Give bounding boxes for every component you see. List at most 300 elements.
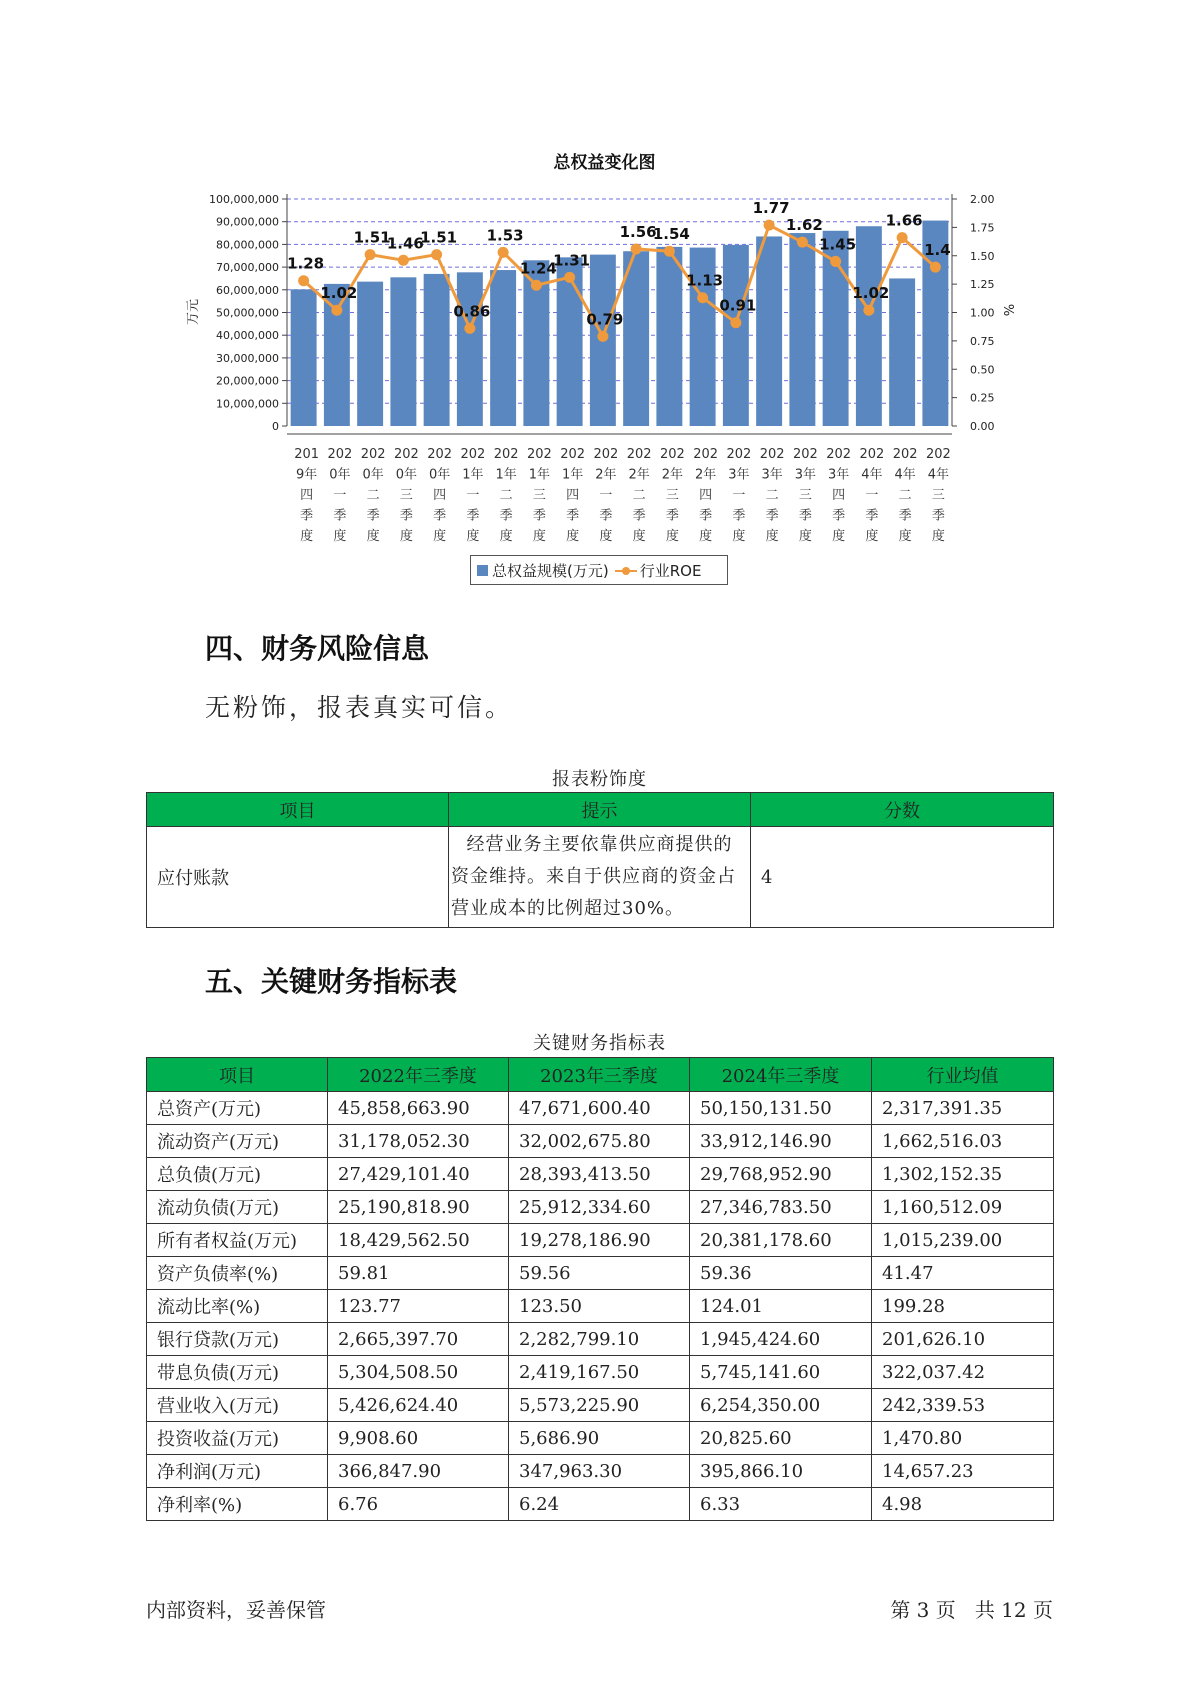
table-cell: 2,282,799.10 (509, 1323, 690, 1356)
x-tick-label-line: 1年 (462, 467, 484, 483)
x-tick-label-line: 202 (360, 447, 386, 462)
x-tick-label-line: 季 (865, 508, 879, 524)
x-tick-label-line: 度 (765, 529, 779, 544)
x-tick-label-line: 4年 (894, 467, 916, 483)
y2-tick-label: 0.25 (970, 391, 995, 405)
x-tick-label-line: 季 (566, 508, 580, 524)
table-cell: 28,393,413.50 (509, 1158, 690, 1191)
table-cell: 123.77 (328, 1290, 509, 1323)
x-tick-label-line: 季 (931, 508, 945, 524)
header-cell: 提示 (449, 793, 751, 827)
x-tick-label-line: 202 (892, 447, 918, 462)
x-tick-label-line: 二 (898, 488, 912, 503)
x-tick-label-line: 度 (300, 529, 314, 544)
x-tick-label-line: 度 (566, 529, 580, 544)
x-tick-label-line: 季 (699, 508, 713, 524)
section4-title: 四、财务风险信息 (205, 632, 430, 665)
x-tick-label-line: 三 (798, 488, 812, 503)
table-cell: 47,671,600.40 (509, 1092, 690, 1125)
roe-point (764, 220, 775, 231)
x-tick-label-line: 0年 (329, 467, 351, 483)
bar (889, 278, 915, 426)
y2-tick-label: 2.00 (970, 193, 995, 206)
header-cell: 项目 (147, 793, 449, 827)
roe-point (564, 272, 575, 283)
x-tick-label-line: 3年 (728, 467, 750, 483)
x-tick-label-line: 4年 (861, 467, 883, 483)
risk-hint-line: 营业成本的比例超过30%。 (451, 898, 685, 919)
x-tick-label-line: 度 (433, 529, 447, 544)
table-cell: 5,745,141.60 (690, 1356, 872, 1389)
x-tick-label-line: 度 (366, 529, 380, 544)
risk-item: 应付账款 (147, 827, 449, 928)
x-tick-label-line: 一 (865, 488, 879, 503)
roe-point (697, 292, 708, 303)
bar (424, 274, 450, 426)
x-tick-label-line: 9年 (295, 467, 318, 483)
kpi-table-header (147, 1058, 1054, 1092)
x-tick-label-line: 度 (399, 529, 413, 544)
table-cell: 6.76 (328, 1488, 509, 1521)
table-cell: 59.36 (690, 1257, 872, 1290)
x-tick-label-line: 度 (699, 529, 713, 544)
table-cell: 29,768,952.90 (690, 1158, 872, 1191)
x-tick-label-line: 四 (832, 488, 846, 503)
section4-text: 无粉饰，报表真实可信。 (205, 693, 514, 722)
bar (357, 282, 383, 426)
table-cell: 201,626.10 (872, 1323, 1054, 1356)
roe-data-label: 1.31 (553, 251, 591, 270)
x-tick-label (494, 447, 519, 544)
risk-table-caption: 报表粉饰度 (552, 769, 647, 790)
header-cell: 行业均值 (872, 1058, 1054, 1092)
bar (756, 236, 782, 426)
roe-data-label: 1.53 (486, 226, 524, 245)
roe-point (464, 323, 475, 334)
x-tick-label-line: 季 (599, 508, 613, 524)
x-tick-label-line: 202 (726, 447, 752, 462)
table-cell: 9,908.60 (328, 1422, 509, 1455)
roe-data-label: 1.24 (519, 259, 557, 278)
x-tick-label-line: 1年 (495, 467, 517, 483)
x-tick-label-line: 度 (532, 529, 546, 544)
x-tick-label-line: 1年 (528, 467, 551, 483)
y-tick-label: 10,000,000 (216, 397, 279, 411)
table-cell: 59.56 (509, 1257, 690, 1290)
x-tick-label (926, 447, 951, 544)
x-tick-label-line: 度 (732, 529, 746, 544)
x-tick-label-line: 度 (499, 529, 513, 544)
risk-hint (449, 827, 751, 928)
x-tick-label-line: 202 (859, 447, 885, 462)
x-tick-label (693, 447, 718, 544)
x-tick-label-line: 202 (826, 447, 852, 462)
roe-point (730, 317, 741, 328)
table-cell: 123.50 (509, 1290, 690, 1323)
footer-page-number: 第 3 页 共 12 页 (890, 1598, 1053, 1622)
table-cell: 395,866.10 (690, 1455, 872, 1488)
table-cell: 5,686.90 (509, 1422, 690, 1455)
x-tick-label (660, 447, 685, 544)
y2-tick-label: 1.50 (970, 249, 995, 263)
x-tick-label-line: 2年 (595, 467, 617, 483)
table-row (147, 1488, 1054, 1521)
y2-tick-label: 1.00 (970, 306, 995, 320)
x-tick-label-line: 202 (526, 447, 552, 462)
x-tick-label-line: 季 (333, 508, 347, 524)
x-tick-label-line: 0年 (395, 467, 418, 483)
row-label: 所有者权益(万元) (147, 1224, 328, 1257)
kpi-table (146, 1057, 1054, 1521)
table-row (147, 1191, 1054, 1224)
x-tick-label-line: 202 (792, 447, 818, 462)
x-tick-label-line: 202 (460, 447, 486, 462)
roe-data-label: 1.62 (785, 216, 823, 235)
table-cell: 2,665,397.70 (328, 1323, 509, 1356)
x-tick-label-line: 三 (399, 488, 413, 503)
x-tick-label-line: 季 (399, 508, 413, 524)
x-tick-label-line: 季 (532, 508, 546, 524)
x-tick-label-line: 202 (393, 447, 419, 462)
y-tick-label: 0 (272, 420, 279, 433)
x-tick-label (627, 447, 652, 544)
x-tick-label (826, 447, 851, 544)
table-row (147, 1389, 1054, 1422)
x-tick-label-line: 季 (765, 508, 779, 524)
y2-tick-label: 0.50 (970, 363, 995, 377)
bar (457, 272, 483, 426)
x-tick-label-line: 度 (665, 529, 679, 544)
row-label: 流动比率(%) (147, 1290, 328, 1323)
legend-bar-swatch (477, 565, 488, 576)
legend-line-label: 行业ROE (639, 561, 702, 580)
table-cell: 4.98 (872, 1488, 1054, 1521)
table-row (147, 1224, 1054, 1257)
x-tick-label-line: 度 (865, 529, 879, 544)
x-tick-label-line: 二 (499, 488, 513, 503)
table-cell: 59.81 (328, 1257, 509, 1290)
risk-hint-line: 经营业务主要依靠供应商提供的 (466, 834, 733, 855)
x-tick-label-line: 202 (925, 447, 951, 462)
x-tick-label (893, 447, 918, 544)
roe-data-label: 0.86 (453, 302, 491, 321)
x-tick-label (859, 447, 884, 544)
x-tick-label-line: 202 (759, 447, 785, 462)
bar (789, 233, 815, 426)
table-cell: 5,426,624.40 (328, 1389, 509, 1422)
roe-point (298, 275, 309, 286)
roe-point (431, 249, 442, 260)
roe-point (531, 280, 542, 291)
table-cell: 1,160,512.09 (872, 1191, 1054, 1224)
roe-data-label: 1.28 (287, 254, 325, 273)
row-label: 净利润(万元) (147, 1455, 328, 1488)
risk-table-header (147, 793, 1054, 827)
x-tick-label-line: 201 (294, 447, 320, 462)
header-cell: 2023年三季度 (509, 1058, 690, 1092)
row-label: 净利率(%) (147, 1488, 328, 1521)
table-row (147, 827, 1054, 928)
x-tick-label-line: 度 (599, 529, 613, 544)
table-row (147, 1158, 1054, 1191)
table-cell: 25,912,334.60 (509, 1191, 690, 1224)
x-tick-label (760, 447, 785, 544)
table-cell: 1,302,152.35 (872, 1158, 1054, 1191)
x-tick-label-line: 202 (427, 447, 453, 462)
y-tick-label: 70,000,000 (216, 261, 279, 275)
x-tick-label-line: 一 (466, 488, 480, 503)
x-tick-label (726, 447, 751, 544)
roe-data-label: 1.02 (852, 284, 890, 303)
bar (723, 245, 749, 426)
x-tick-label-line: 三 (532, 488, 546, 503)
table-cell: 199.28 (872, 1290, 1054, 1323)
roe-data-label: 1.13 (686, 271, 724, 290)
header-cell: 分数 (751, 793, 1054, 827)
y-tick-label: 30,000,000 (216, 351, 279, 365)
y-tick-label: 90,000,000 (216, 215, 279, 229)
row-label: 总资产(万元) (147, 1092, 328, 1125)
table-cell: 5,573,225.90 (509, 1389, 690, 1422)
roe-point (597, 331, 608, 342)
y-tick-label: 50,000,000 (216, 306, 279, 320)
roe-point (930, 262, 941, 273)
x-tick-label-line: 季 (433, 508, 447, 524)
x-tick-label (394, 447, 419, 544)
x-tick-label-line: 度 (466, 529, 480, 544)
y-tick-label: 100,000,000 (209, 193, 279, 206)
x-tick-label-line: 一 (599, 488, 613, 503)
row-label: 流动负债(万元) (147, 1191, 328, 1224)
x-tick-label-line: 季 (632, 508, 646, 524)
x-tick-label-line: 0年 (362, 467, 384, 483)
table-cell: 347,963.30 (509, 1455, 690, 1488)
x-tick-label-line: 3年 (827, 467, 850, 483)
x-tick-label-line: 202 (327, 447, 353, 462)
roe-data-label: 1.51 (420, 228, 458, 247)
x-tick-label-line: 度 (798, 529, 812, 544)
table-row (147, 1257, 1054, 1290)
x-tick-label-line: 四 (433, 488, 447, 503)
y-tick-label: 40,000,000 (216, 329, 279, 343)
equity-chart (0, 0, 1191, 600)
row-label: 银行贷款(万元) (147, 1323, 328, 1356)
x-tick-label-line: 二 (765, 488, 779, 503)
chart-legend (470, 555, 728, 585)
roe-point (897, 232, 908, 243)
roe-data-label: 1.02 (320, 284, 358, 303)
row-label: 营业收入(万元) (147, 1389, 328, 1422)
table-cell: 2,317,391.35 (872, 1092, 1054, 1125)
roe-point (664, 246, 675, 257)
y-tick-label: 60,000,000 (216, 283, 279, 297)
table-cell: 2,419,167.50 (509, 1356, 690, 1389)
y-tick-label: 80,000,000 (216, 238, 279, 252)
header-cell: 2024年三季度 (690, 1058, 872, 1092)
x-tick-label-line: 三 (665, 488, 679, 503)
x-tick-label-line: 202 (560, 447, 586, 462)
header-cell: 项目 (147, 1058, 328, 1092)
x-tick-label-line: 季 (466, 508, 480, 524)
risk-hint-line: 资金维持。来自于供应商的资金占 (451, 866, 736, 887)
x-tick-label-line: 季 (499, 508, 513, 524)
x-tick-label (527, 447, 552, 544)
y2-axis-label: % (1000, 303, 1015, 317)
table-cell: 1,470.80 (872, 1422, 1054, 1455)
bar (856, 226, 882, 426)
x-tick-label (793, 447, 818, 544)
y2-tick-label: 1.25 (970, 278, 995, 292)
table-cell: 27,346,783.50 (690, 1191, 872, 1224)
table-cell: 18,429,562.50 (328, 1224, 509, 1257)
roe-data-label: 1.77 (752, 199, 790, 218)
x-tick-label-line: 1年 (561, 467, 584, 483)
y2-tick-label: 0.75 (970, 334, 995, 348)
table-cell: 6.33 (690, 1488, 872, 1521)
x-tick-label (327, 447, 352, 544)
roe-point (365, 249, 376, 260)
table-row (147, 1422, 1054, 1455)
x-tick-label-line: 2年 (694, 467, 717, 483)
roe-point (498, 247, 509, 258)
kpi-table-caption: 关键财务指标表 (533, 1033, 666, 1054)
x-tick-label-line: 202 (626, 447, 652, 462)
roe-data-label: 0.91 (719, 296, 757, 315)
legend-line-swatch (615, 565, 637, 576)
x-tick-label-line: 3年 (794, 467, 817, 483)
table-cell: 1,662,516.03 (872, 1125, 1054, 1158)
roe-data-label: 1.51 (353, 228, 391, 247)
x-tick-label-line: 一 (333, 488, 347, 503)
x-tick-label (294, 447, 319, 544)
x-tick-label-line: 度 (832, 529, 846, 544)
roe-data-label: 1.4 (924, 241, 951, 260)
x-tick-label (460, 447, 485, 544)
table-cell: 124.01 (690, 1290, 872, 1323)
roe-data-label: 1.54 (652, 225, 690, 244)
table-cell: 242,339.53 (872, 1389, 1054, 1422)
x-tick-label-line: 3年 (761, 467, 783, 483)
section5-title: 五、关键财务指标表 (205, 965, 458, 998)
x-tick-label-line: 三 (931, 488, 945, 503)
x-tick-label-line: 度 (632, 529, 646, 544)
table-cell: 19,278,186.90 (509, 1224, 690, 1257)
bar (490, 270, 516, 426)
table-cell: 32,002,675.80 (509, 1125, 690, 1158)
table-cell: 45,858,663.90 (328, 1092, 509, 1125)
header-cell: 2022年三季度 (328, 1058, 509, 1092)
roe-point (830, 256, 841, 267)
x-tick-label-line: 202 (593, 447, 619, 462)
roe-point (631, 243, 642, 254)
chart-title: 总权益变化图 (553, 153, 656, 173)
x-tick-label-line: 季 (898, 508, 912, 524)
table-cell: 14,657.23 (872, 1455, 1054, 1488)
bar (623, 251, 649, 426)
roe-data-label: 1.46 (386, 234, 424, 253)
table-cell: 33,912,146.90 (690, 1125, 872, 1158)
table-cell: 6,254,350.00 (690, 1389, 872, 1422)
x-tick-label (361, 447, 386, 544)
x-tick-label-line: 季 (732, 508, 746, 524)
x-tick-label-line: 度 (931, 529, 945, 544)
table-cell: 31,178,052.30 (328, 1125, 509, 1158)
roe-data-label: 1.66 (885, 211, 923, 230)
row-label: 投资收益(万元) (147, 1422, 328, 1455)
table-cell: 366,847.90 (328, 1455, 509, 1488)
risk-score: 4 (751, 827, 1054, 928)
table-cell: 27,429,101.40 (328, 1158, 509, 1191)
table-row (147, 1092, 1054, 1125)
roe-point (398, 255, 409, 266)
bar (291, 289, 317, 426)
row-label: 总负债(万元) (147, 1158, 328, 1191)
x-tick-label-line: 度 (333, 529, 347, 544)
roe-data-label: 1.45 (819, 235, 857, 254)
y-tick-label: 20,000,000 (216, 374, 279, 388)
table-cell: 25,190,818.90 (328, 1191, 509, 1224)
x-tick-label-line: 四 (300, 488, 314, 503)
table-cell: 1,015,239.00 (872, 1224, 1054, 1257)
table-cell: 20,825.60 (690, 1422, 872, 1455)
x-tick-label-line: 0年 (428, 467, 451, 483)
x-tick-label-line: 202 (493, 447, 519, 462)
table-cell: 6.24 (509, 1488, 690, 1521)
roe-point (797, 237, 808, 248)
row-label: 资产负债率(%) (147, 1257, 328, 1290)
x-tick-label-line: 度 (898, 529, 912, 544)
bar (390, 277, 416, 426)
roe-data-label: 0.79 (586, 310, 624, 329)
x-tick-label-line: 二 (632, 488, 646, 503)
y-axis-label: 万元 (186, 298, 201, 326)
x-tick-label-line: 季 (665, 508, 679, 524)
row-label: 流动资产(万元) (147, 1125, 328, 1158)
x-tick-label-line: 2年 (628, 467, 650, 483)
x-tick-label-line: 202 (659, 447, 685, 462)
table-cell: 20,381,178.60 (690, 1224, 872, 1257)
row-label: 带息负债(万元) (147, 1356, 328, 1389)
table-cell: 1,945,424.60 (690, 1323, 872, 1356)
x-tick-label-line: 202 (693, 447, 719, 462)
x-tick-label-line: 季 (366, 508, 380, 524)
table-row (147, 1290, 1054, 1323)
table-cell: 41.47 (872, 1257, 1054, 1290)
x-tick-label-line: 季 (832, 508, 846, 524)
bar (656, 247, 682, 426)
risk-table (146, 792, 1054, 928)
x-tick-label-line: 季 (300, 508, 314, 524)
x-tick-label-line: 2年 (661, 467, 684, 483)
x-tick-label-line: 二 (366, 488, 380, 503)
roe-point (863, 305, 874, 316)
y2-tick-label: 0.00 (970, 420, 995, 433)
table-cell: 322,037.42 (872, 1356, 1054, 1389)
x-tick-label-line: 四 (566, 488, 580, 503)
x-tick-label-line: 4年 (927, 467, 950, 483)
x-tick-label-line: 四 (699, 488, 713, 503)
legend-bar-label: 总权益规模(万元) (492, 561, 609, 580)
table-row (147, 1323, 1054, 1356)
x-tick-label-line: 一 (732, 488, 746, 503)
x-tick-label-line: 季 (798, 508, 812, 524)
footer-left: 内部资料，妥善保管 (146, 1598, 326, 1622)
table-row (147, 1455, 1054, 1488)
table-row (147, 1125, 1054, 1158)
x-tick-label (593, 447, 618, 544)
x-tick-label (427, 447, 452, 544)
y2-tick-label: 1.75 (970, 221, 995, 235)
